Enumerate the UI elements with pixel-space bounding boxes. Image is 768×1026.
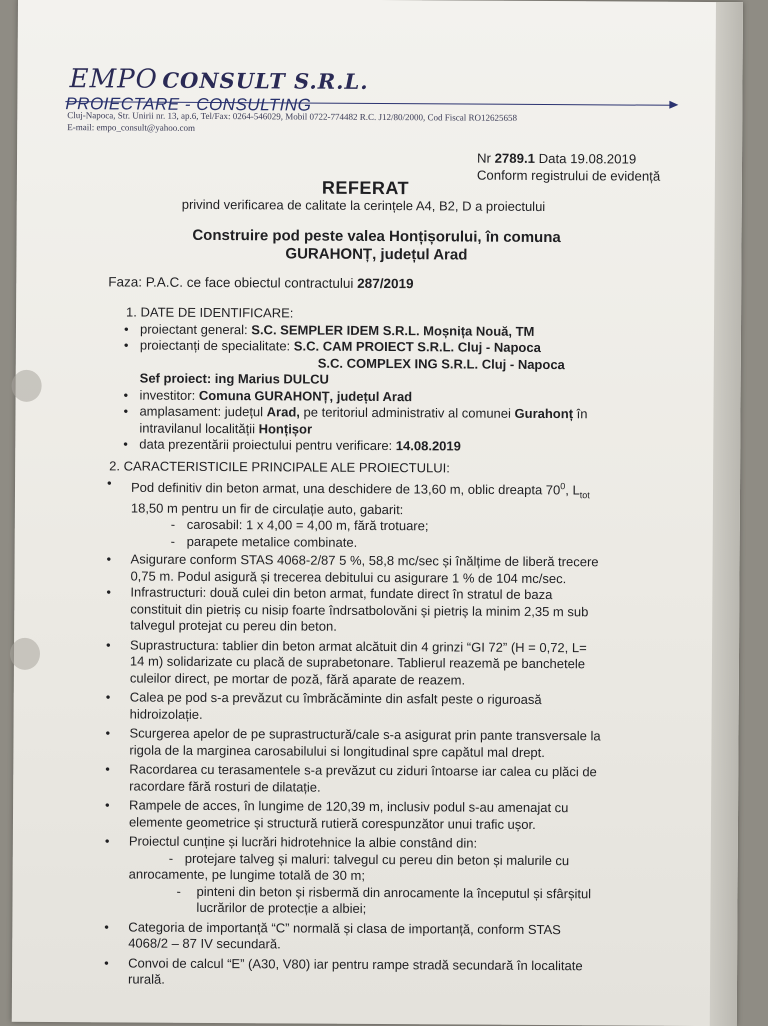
list-item <box>105 762 695 799</box>
bullet: • <box>105 797 110 813</box>
data-label: Data <box>538 150 567 167</box>
item-text: hidroizolație. <box>129 706 203 722</box>
nr-label: Nr <box>476 150 492 166</box>
list-item <box>106 552 696 589</box>
bullet: • <box>123 436 128 452</box>
item-label: amplasament: <box>139 403 222 420</box>
item-value: Arad, <box>266 404 300 420</box>
item-text: 14 m) solidarizate cu placă de suprabetonare. Tablierul reazemă pe banchetele <box>129 653 586 672</box>
faza-line <box>108 274 413 291</box>
item-text: Categoria de importanță “C” normală și clasa de importanță, conform STAS <box>128 919 561 938</box>
item-text: rurală. <box>127 971 165 988</box>
item-label: proiectanți de specialitate: <box>139 337 291 354</box>
list-item <box>104 834 694 920</box>
list-item <box>107 475 697 554</box>
company-address <box>67 109 517 136</box>
project-title-line: Construire pod peste valea Honțișorului, în comuna <box>192 226 561 247</box>
item-text: carosabil: 1 x 4,00 = 4,00 m, fără trotuare; <box>186 517 429 534</box>
nr-value: 2789.1 <box>494 150 536 166</box>
item-text: în <box>576 406 588 422</box>
list-item <box>105 798 695 835</box>
item-sup: 0 <box>560 480 566 491</box>
list-item <box>106 690 696 727</box>
bullet: • <box>107 474 112 490</box>
section-heading: 2. CARACTERISTICILE PRINCIPALE ALE PROIECTULUI: <box>109 458 450 476</box>
item-value: Honțișor <box>258 420 313 437</box>
item-value: S.C. COMPLEX ING S.R.L. Cluj - Napoca <box>317 355 565 372</box>
list-item <box>107 403 669 423</box>
sub-item <box>129 850 695 870</box>
section-characteristics <box>104 458 697 992</box>
item-value: Gurahonț <box>514 405 574 422</box>
section-identification <box>107 304 608 456</box>
list-item <box>104 919 694 956</box>
email-line: E-mail: empo_consult@yahoo.com <box>67 122 196 133</box>
item-text: Proiectul cunține și lucrări hidrotehnice la albie constând din: <box>128 833 478 852</box>
item-text: Infrastructuri: două culei din beton armat, fundate direct în stratul de baza <box>130 584 553 603</box>
project-title <box>176 227 576 265</box>
bullet: • <box>105 761 110 777</box>
item-text: Rampele de acces, în lungime de 120,39 m, inclusiv podul s-au amenajat cu <box>129 797 569 816</box>
item-text: Calea pe pod s-a prevăzut cu îmbrăcăminte din asfalt peste o riguroasă <box>129 689 542 708</box>
dash: - <box>168 850 174 866</box>
item-text: protejare talveg și maluri: talvegul cu pereu din beton și malurile cu <box>184 850 570 869</box>
section-heading: 1. DATE DE IDENTIFICARE: <box>126 304 294 321</box>
item-sub: tot <box>579 489 590 500</box>
item-value: ing Marius DULCU <box>214 370 329 387</box>
item-text: lucrărilor de protecție a albiei; <box>196 900 367 917</box>
registry-conform: Conform registrului de evidență <box>476 167 661 184</box>
item-text: pe teritoriul administrativ al comunei <box>303 404 511 421</box>
item-text: 4068/2 – 87 IV secundară. <box>128 935 281 952</box>
item-text: Scurgerea apelor de pe suprastructură/cale s-a asigurat prin pante transversale la <box>129 725 601 744</box>
item-label: investitor: <box>139 387 196 403</box>
item-text: intravilanul localității <box>139 420 256 436</box>
arrow-icon <box>669 101 678 109</box>
item-text: culeilor direct, pe mortar de poză, fără aparate de reazem. <box>129 670 466 688</box>
item-text: județul <box>224 404 264 420</box>
list-item <box>104 955 694 992</box>
item-value: 14.08.2019 <box>395 438 461 454</box>
dash: - <box>170 533 176 549</box>
contract-number: 287/2019 <box>357 275 414 292</box>
list-item <box>106 585 696 638</box>
item-text: Pod definitiv din beton armat, una deschidere de 13,60 m, oblic dreapta 70 <box>130 479 561 497</box>
item-text: parapete metalice combinate. <box>186 533 358 550</box>
item-text: Racordarea cu terasamentele s-a prevăzut cu ziduri întoarse iar calea cu plăci de <box>129 761 597 780</box>
list-item <box>106 637 696 690</box>
bullet: • <box>123 337 129 353</box>
project-title-line: GURAHONȚ, județul Arad <box>285 245 468 264</box>
registry-block <box>477 151 660 185</box>
bullet: • <box>105 725 111 741</box>
item-text: elemente geometrice și structură rutieră corespunzător unui trafic ușor. <box>128 814 536 832</box>
document-page <box>12 0 743 1026</box>
sub-item <box>131 533 697 553</box>
page-edge <box>710 2 743 1026</box>
list-item <box>108 337 608 357</box>
logo-tagline: PROIECTARE - CONSULTING <box>65 94 312 115</box>
dash: - <box>170 517 176 533</box>
bullet: • <box>123 386 129 402</box>
logo-empo: EMPO <box>69 64 159 95</box>
document-title: REFERAT <box>321 177 410 199</box>
item-text: Convoi de calcul “E” (A30, V80) iar pentru rampe stradă secundară în localitate <box>128 955 583 974</box>
item-text: talvegul protejat cu pereu din beton. <box>130 617 337 635</box>
item-text: , L <box>565 481 580 498</box>
item-text: 0,75 m. Podul asigură și trecerea debitului cu asigurare 1 % de 104 mc/sec. <box>130 568 567 587</box>
item-label: data prezentării proiectului pentru verificare: <box>139 436 393 454</box>
address-line: Cluj-Napoca, Str. Unirii nr. 13, ap.6, Tel/Fax: 0264-546029, Mobil 0722-774482 R.C. J12/80/2000, Cod Fiscal RO12625658 <box>67 110 518 123</box>
item-text: Asigurare conform STAS 4068-2/87 5 %, 58,8 mc/sec și înălțime de liberă trecere <box>130 551 599 570</box>
bullet: • <box>106 584 111 600</box>
item-value: Comuna GURAHONȚ, județul Arad <box>198 387 413 404</box>
bullet: • <box>123 320 129 336</box>
item-label: Sef proiect: <box>139 370 212 386</box>
list-item <box>105 726 695 763</box>
punch-hole <box>12 370 42 402</box>
bullet: • <box>123 403 129 419</box>
faza-label: Faza: P.A.C. <box>108 274 184 290</box>
item-value: S.C. SEMPLER IDEM S.R.L. Moșnița Nouă, TM <box>251 321 535 339</box>
item-text: rigola de la marginea carosabilului si longitudinal spre capătul mal drept. <box>129 742 545 760</box>
punch-hole <box>10 638 40 670</box>
item-value: S.C. CAM PROIECT S.R.L. Cluj - Napoca <box>293 338 541 355</box>
bullet: • <box>106 637 111 653</box>
bullet: • <box>106 551 112 567</box>
item-text: racordare fără rosturi de dilatație. <box>129 778 321 795</box>
dash: - <box>176 883 181 899</box>
item-text: 18,50 m pentru un fir de circulație auto, gabarit: <box>130 500 404 518</box>
item-text: Suprastructura: tablier din beton armat alcătuit din 4 grinzi “GI 72” (H = 0,72, L= <box>130 637 587 656</box>
bullet: • <box>104 833 110 849</box>
item-text: constituit din pietriș cu nisip foarte îndrsatbolovăni și pietriș la minim 2,35 m sub <box>130 601 589 620</box>
bullet: • <box>105 689 111 705</box>
document-subtitle: privind verificarea de calitate la cerințele A4, B2, D a proiectului <box>181 196 546 215</box>
company-logo <box>69 64 368 96</box>
list-item <box>107 436 607 456</box>
item-label: proiectant general: <box>139 321 248 337</box>
data-value: 19.08.2019 <box>570 151 637 167</box>
faza-text: ce face obiectul contractului <box>186 274 354 291</box>
logo-consult: CONSULT S.R.L. <box>162 67 369 94</box>
item-text: anrocamente, pe lungime totală de 30 m; <box>128 866 366 884</box>
bullet: • <box>104 955 109 971</box>
bullet: • <box>104 919 109 935</box>
sub-item <box>128 883 694 903</box>
item-text: pinteni din beton și risbermă din anrocamente la începutul și sfârșitul <box>196 883 592 902</box>
